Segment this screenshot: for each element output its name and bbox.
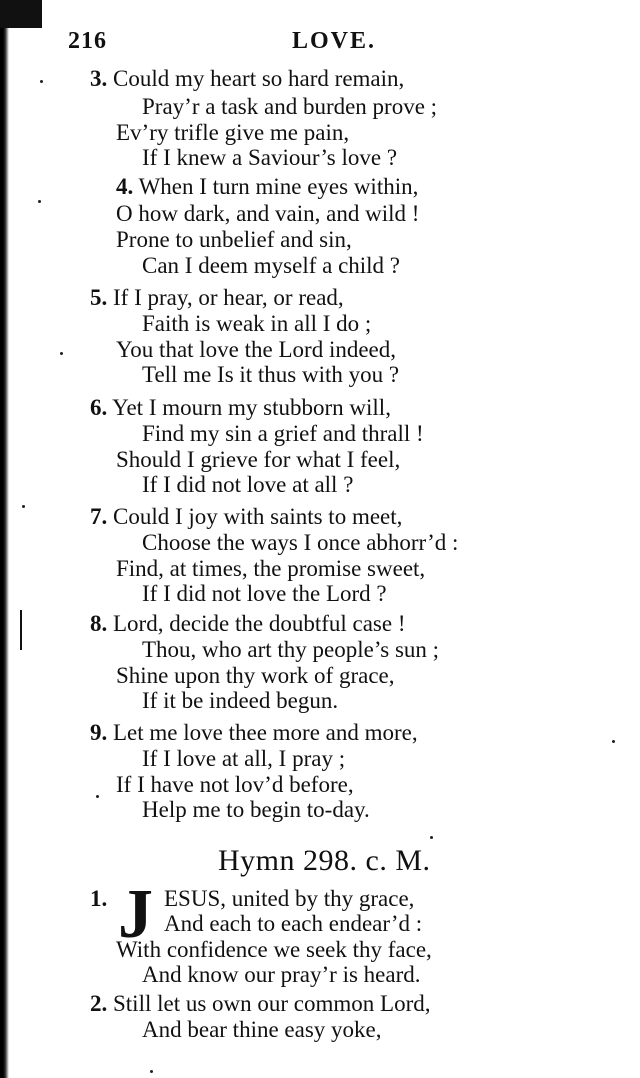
verse-line: If I did not love at all ? [142,472,354,497]
verse-line [90,720,418,746]
print-speck [150,1070,153,1073]
verse-line: Tell me Is it thus with you ? [142,362,400,387]
verse-text: Could I joy with saints to meet, [113,504,403,529]
verse-line: O how dark, and vain, and wild ! [116,201,420,226]
verse-line: Shine upon thy work of grace, [116,663,395,688]
print-speck [96,795,99,798]
verse-line: And each to each endear’d : [164,911,423,936]
verse-line: Can I deem myself a child ? [142,253,401,278]
print-speck [22,505,25,508]
verse-number: 3. [90,66,108,91]
verse-line [90,285,344,311]
verse-line: Thou, who art thy people’s sun ; [142,637,440,662]
verse-number: 7. [90,504,108,529]
verse-line: If I knew a Saviour’s love ? [142,145,398,170]
verse-line: Prone to unbelief and sin, [116,227,352,252]
verse-line: ESUS, united by thy grace, [164,886,415,911]
verse-line: Faith is weak in all I do ; [142,311,372,336]
verse-number: 2. [90,991,108,1016]
verse-line: Find my sin a grief and thrall ! [142,421,424,446]
verse-line: Ev’ry trifle give me pain, [116,120,350,145]
verse-text: When I turn mine eyes within, [138,174,419,199]
verse-line: If I did not love the Lord ? [142,581,387,606]
page-header [0,28,640,58]
verse-line [116,174,418,200]
verse-line: Find, at times, the promise sweet, [116,556,426,581]
verse-line: If I love at all, I pray ; [142,746,346,771]
verse-line [90,66,404,92]
verse-line: Should I grieve for what I feel, [116,447,401,472]
verse-text: Still let us own our common Lord, [113,991,431,1016]
verse-line [90,504,402,530]
verse-line: Help me to begin to-day. [142,797,370,822]
verse-number: 1. [90,886,108,911]
dropcap-letter: J [118,876,153,953]
verse-line: With confidence we seek thy face, [116,937,432,962]
running-head: LOVE. [292,28,377,54]
verse-text: Could my heart so hard remain, [113,66,405,91]
margin-mark [20,610,22,650]
print-speck [612,740,615,743]
verse-text: Lord, decide the doubtful case ! [113,611,406,636]
verse-number: 9. [90,720,108,745]
page-binding-shadow [0,0,9,1078]
verse-line [90,991,431,1017]
print-speck [60,352,63,355]
hymn-title: Hymn 298. c. M. [218,844,431,877]
verse-line [90,611,406,637]
print-speck [40,80,43,83]
print-speck [430,836,433,839]
verse-line: If I have not lov’d before, [116,772,354,797]
verse-line: Pray’r a task and burden prove ; [142,94,438,119]
verse-line: Choose the ways I once abhorr’d : [142,530,459,555]
verse-text: Yet I mourn my stubborn will, [112,395,391,420]
verse-line [90,395,391,421]
verse-text: If I pray, or hear, or read, [113,285,344,310]
verse-text: Let me love thee more and more, [113,720,418,745]
verse-line: And know our pray’r is heard. [142,962,421,987]
verse-line: If it be indeed begun. [142,688,339,713]
verse-number: 4. [116,174,134,199]
verse-line: And bear thine easy yoke, [142,1017,382,1042]
verse-number: 5. [90,285,108,310]
print-speck [38,200,41,203]
page-number: 216 [68,28,107,54]
page-corner-shadow [0,0,42,28]
verse-number: 6. [90,395,108,420]
verse-line: You that love the Lord indeed, [116,337,397,362]
verse-number: 8. [90,611,108,636]
